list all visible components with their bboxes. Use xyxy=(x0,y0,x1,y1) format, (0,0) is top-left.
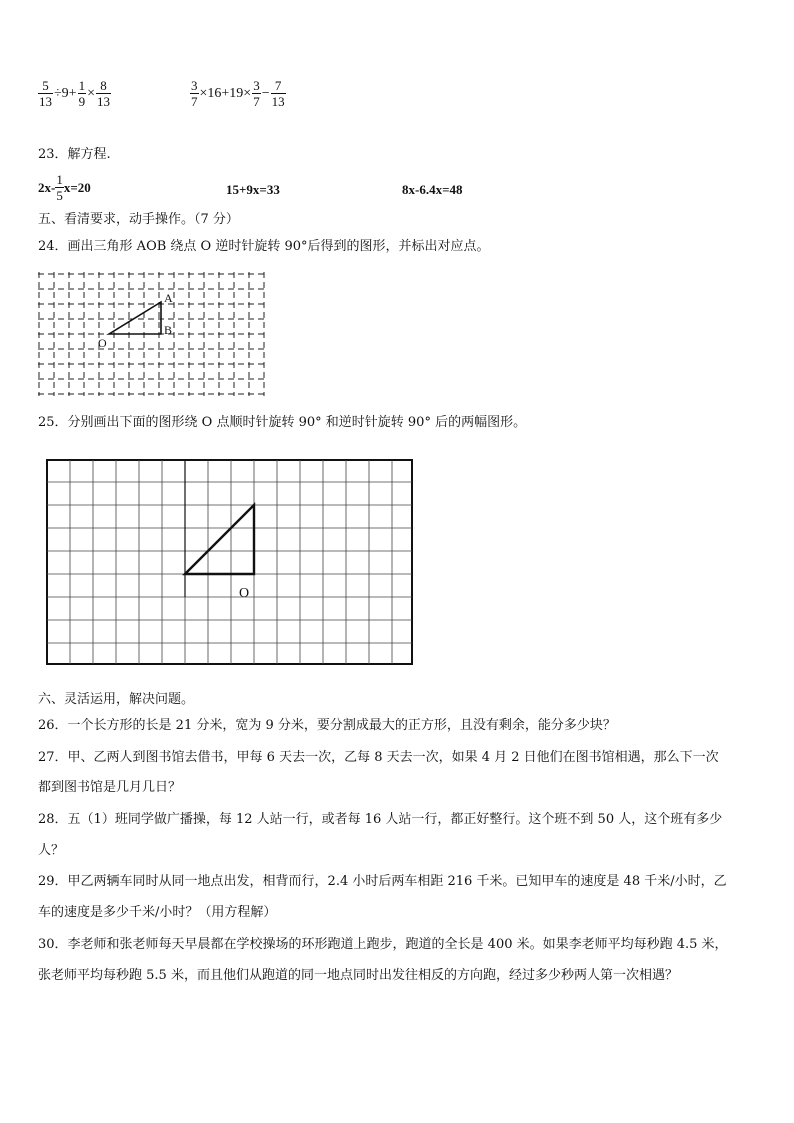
denominator: 5 xyxy=(56,188,63,203)
denominator: 7 xyxy=(191,94,198,109)
fraction xyxy=(38,78,53,109)
q23-title: 23．解方程. xyxy=(38,147,111,162)
fraction xyxy=(271,78,286,109)
numerator: 7 xyxy=(271,78,286,94)
label-b: B xyxy=(164,323,173,337)
q26-text: 26．一个长方形的长是 21 分米，宽为 9 分米，要分割成最大的正方形，且没有剩余，能分多少块？ xyxy=(38,718,616,733)
q27-line-2: 都到图书馆是几月几日？ xyxy=(38,780,182,795)
numerator: 5 xyxy=(38,78,53,94)
fraction xyxy=(78,78,87,109)
square-grid xyxy=(47,460,412,664)
calc-expression-1 xyxy=(38,78,111,109)
operator: × xyxy=(87,85,95,101)
q23-equation-2: 15+9x=33 xyxy=(226,182,280,197)
q29-line-1: 29．甲乙两辆车同时从同一地点出发，相背而行，2.4 小时后两车相距 216 千米。已知甲车的速度是 48 千米/小时，乙 xyxy=(38,874,727,889)
operator: − xyxy=(261,85,270,101)
q28-line-1: 28．五（1）班同学做广播操，每 12 人站一行，或者每 16 人站一行，都正好整行。这个班不到 50 人，这个班有多少 xyxy=(38,812,723,827)
eq-part: x=20 xyxy=(63,179,91,195)
q24-text: 24．画出三角形 AOB 绕点 O 逆时针旋转 90°后得到的图形，并标出对应点。 xyxy=(38,239,490,254)
triangle-aob xyxy=(109,302,161,334)
q27-line-1: 27．甲、乙两人到图书馆去借书，甲每 6 天去一次，乙每 8 天去一次，如果 4 月 2 日他们在图书馆相遇，那么下一次 xyxy=(38,750,719,765)
numerator: 8 xyxy=(96,78,111,94)
denominator: 13 xyxy=(39,94,52,109)
numerator: 1 xyxy=(78,78,86,93)
label-o: O xyxy=(239,586,250,601)
label-a: A xyxy=(164,291,173,305)
fraction xyxy=(55,172,64,203)
q30-line-1: 30．李老师和张老师每天早晨都在学校操场的环形跑道上跑步，跑道的全长是 400 米。如果李老师平均每秒跑 4.5 米， xyxy=(38,937,728,952)
right-triangle xyxy=(185,505,254,574)
operator: ×16+19× xyxy=(199,85,252,101)
q23-equation-1 xyxy=(38,172,91,203)
numerator: 3 xyxy=(191,78,198,93)
fraction xyxy=(252,78,261,109)
denominator: 13 xyxy=(271,94,285,109)
calc-expression-2 xyxy=(190,78,286,109)
label-o: O xyxy=(98,336,107,350)
fraction xyxy=(96,78,111,109)
section-5-title: 五、看清要求，动手操作。（7 分） xyxy=(38,212,239,227)
operator: ÷9+ xyxy=(54,85,77,101)
numerator: 3 xyxy=(253,78,260,93)
q28-line-2: 人？ xyxy=(38,843,65,858)
q29-line-2: 车的速度是多少千米/小时？（用方程解） xyxy=(38,905,277,920)
denominator: 13 xyxy=(97,94,110,109)
q30-line-2: 张老师平均每秒跑 5.5 米，而且他们从跑道的同一地点同时出发往相反的方向跑，经过多少秒两人第一次相遇？ xyxy=(38,968,678,983)
grid-border xyxy=(47,460,412,664)
q24-grid-figure xyxy=(38,272,268,398)
numerator: 1 xyxy=(56,172,63,187)
denominator: 9 xyxy=(78,94,86,109)
denominator: 7 xyxy=(253,94,260,109)
q25-text: 25．分别画出下面的图形绕 O 点顺时针旋转 90° 和逆时针旋转 90° 后的两幅图形。 xyxy=(38,415,527,430)
eq-part: 2x- xyxy=(38,179,56,195)
q23-equation-3: 8x-6.4x=48 xyxy=(402,182,463,197)
section-6-title: 六、灵活运用，解决问题。 xyxy=(38,692,195,707)
fraction xyxy=(190,78,199,109)
q25-grid-figure xyxy=(46,459,414,667)
